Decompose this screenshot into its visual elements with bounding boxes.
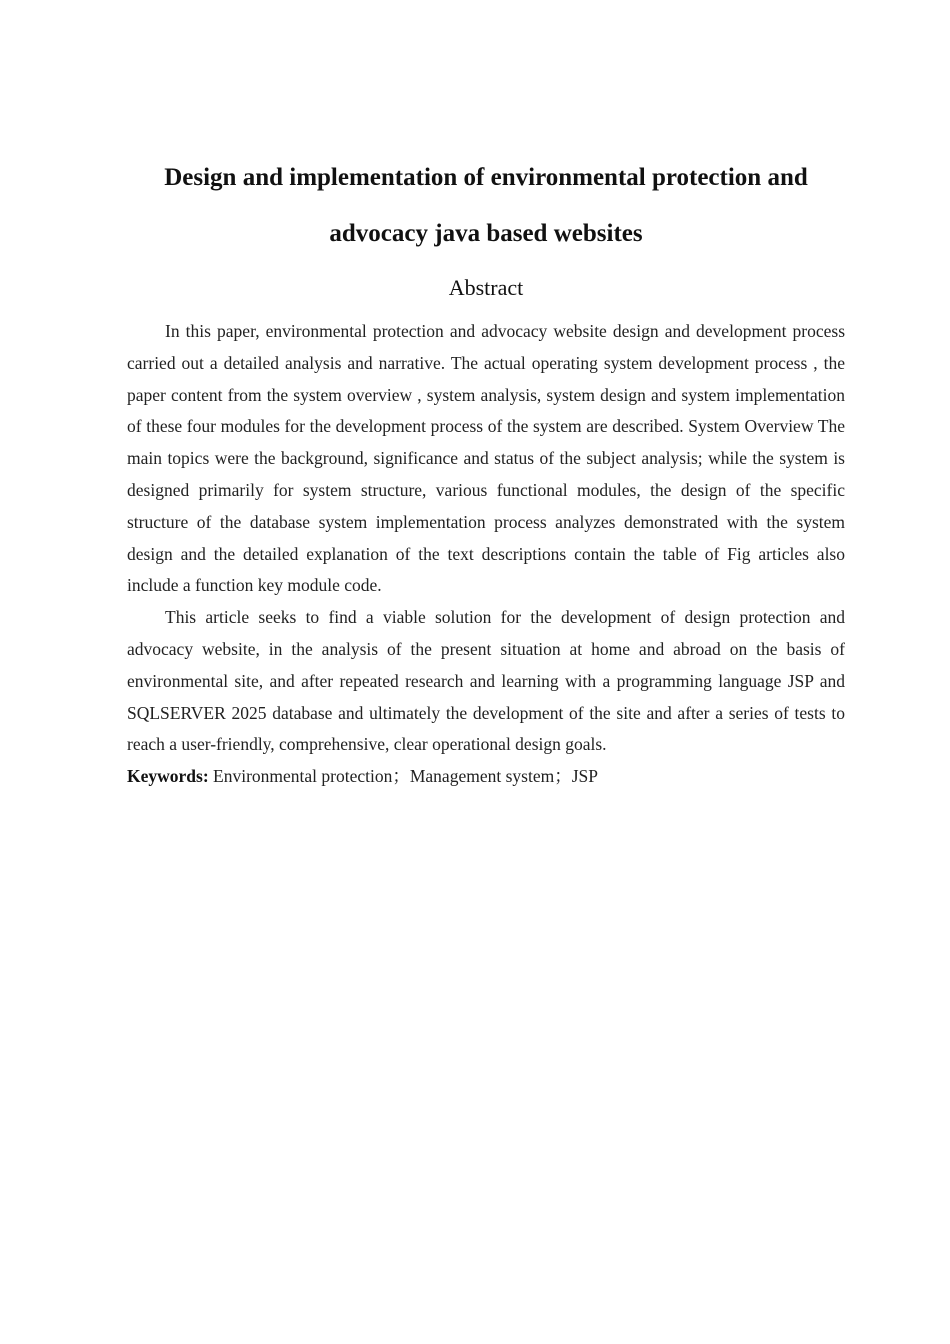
keywords-label: Keywords:	[127, 766, 209, 787]
keywords-line	[127, 761, 845, 793]
abstract-paragraph: This article seeks to find a viable solution for the development of design protection and advocacy website, in the analysis of the present situation at home and abroad on the basis of environmental site, and after repeated research and learning with a programming language JSP and SQLSERVER 2025 database and ultimately the development of the site and after a series of tests to reach a user-friendly, comprehensive, clear operational design goals.	[127, 607, 845, 755]
keywords-list: Environmental protection；Management system；JSP	[213, 766, 598, 787]
abstract-section	[127, 150, 845, 793]
paper-title: Design and implementation of environmental protection and advocacy java based websites	[164, 164, 808, 247]
abstract-paragraph: In this paper, environmental protection and advocacy website design and development process carried out a detailed analysis and narrative. The actual operating system development process , the paper content from the system overview , system analysis, system design and system implementation of these four modules for the development process of the system are described. System Overview The main topics were the background, significance and status of the subject analysis; while the system is designed primarily for system structure, various functional modules, the design of the specific structure of the database system implementation process analyzes demonstrated with the system design and the detailed explanation of the text descriptions contain the table of Fig articles also include a function key module code.	[127, 321, 845, 596]
abstract-heading: Abstract	[448, 275, 524, 300]
